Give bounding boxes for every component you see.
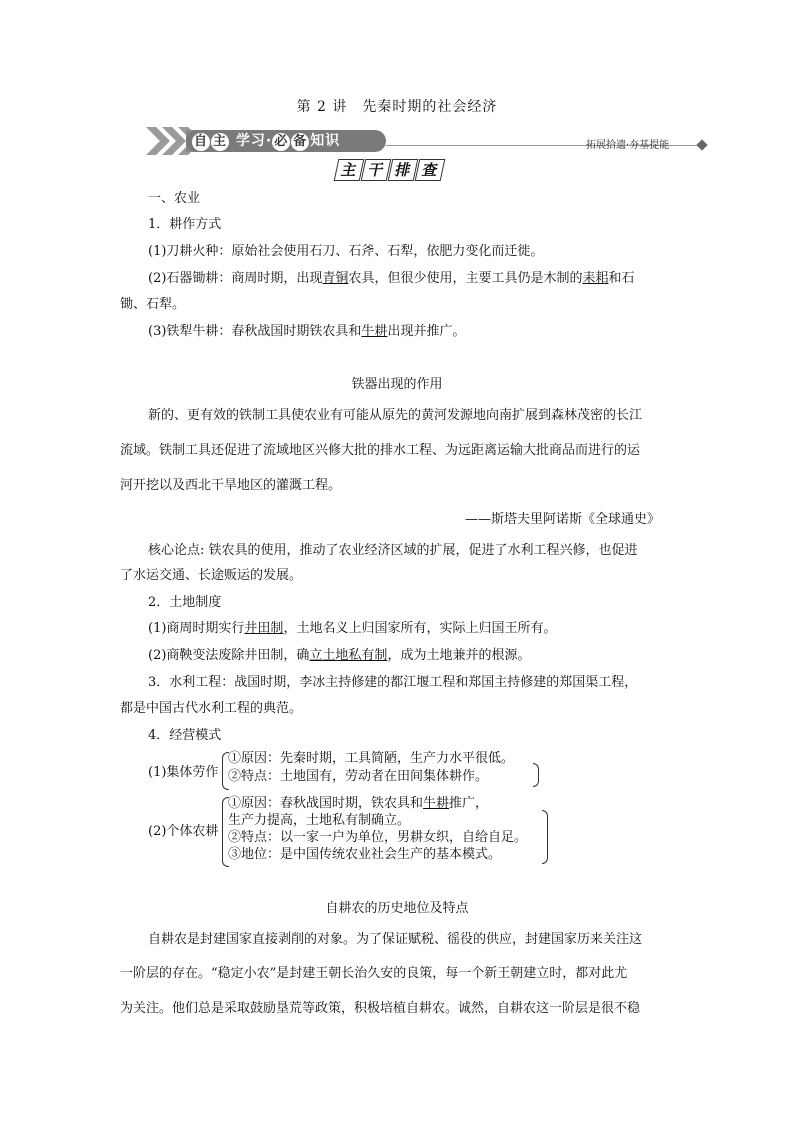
banner-circle: 主 xyxy=(212,134,227,149)
text-line: (1)商周时期实行井田制，土地名义上归国家所有，实际上归国王所有。 xyxy=(148,621,557,636)
text-line: (2)石器锄耕：商周时期，出现青铜农具，但很少使用，主要工具仍是木制的耒耜和石 xyxy=(148,271,635,286)
box-title: 自耕农的历史地位及特点 xyxy=(325,901,469,916)
text-line: 锄、石犁。 xyxy=(120,297,186,312)
heading-land-system: 2．土地制度 xyxy=(148,595,222,610)
text-line: ②特点：土地国有，劳动者在田间集体耕作。 xyxy=(228,769,489,784)
page-title: 第 2 讲 先秦时期的社会经济 xyxy=(296,99,498,115)
subheading-char: 主 xyxy=(334,159,365,181)
section-banner xyxy=(146,127,708,155)
text-line: (1)刀耕火种：原始社会使用石刀、石斧、石犁，依肥力变化而迁徙。 xyxy=(148,244,544,259)
right-brace xyxy=(533,763,539,787)
text-line: ③地位：是中国传统农业社会生产的基本模式。 xyxy=(228,847,502,862)
subheading-char: 排 xyxy=(388,159,419,181)
subheading xyxy=(336,159,444,183)
core-point: 了水运交通、长途贩运的发展。 xyxy=(120,568,303,583)
subheading-char: 干 xyxy=(361,159,392,181)
text-line: ①原因：春秋战国时期，铁农具和牛耕推广， xyxy=(228,796,489,811)
quote-line: 自耕农是封建国家直接剥削的对象。为了保证赋税、徭役的供应，封建国家历来关注这 xyxy=(148,932,643,947)
quote-source: ——斯塔夫里阿诺斯《全球通史》 xyxy=(465,512,661,527)
quote-line: 流域。铁制工具还促进了流域地区兴修大批的排水工程、为远距离运输大批商品而进行的运 xyxy=(120,443,641,458)
text-line: (3)铁犁牛耕：春秋战国时期铁农具和牛耕出现并推广。 xyxy=(148,324,466,339)
banner-label xyxy=(186,130,386,152)
text-line: (2)商鞅变法废除井田制，确立土地私有制，成为土地兼并的根源。 xyxy=(148,648,531,663)
banner-text: 知识 xyxy=(310,133,341,149)
text-line: ①原因：先秦时期，工具简陋，生产力水平很低。 xyxy=(228,751,515,766)
banner-right-label: 拓展拾遗·夯基提能 xyxy=(586,140,670,151)
text-line: 3．水利工程：战国时期，李冰主持修建的都江堰工程和郑国主持修建的郑国渠工程， xyxy=(148,675,638,690)
diamond-icon xyxy=(696,139,707,150)
heading-agriculture: 一、农业 xyxy=(148,191,201,206)
banner-circle: 自 xyxy=(193,134,208,149)
quote-line: 一阶层的存在。“稳定小农”是封建王朝长治久安的良策，每一个新王朝建立时，都对此尤 xyxy=(120,966,628,981)
heading-business-mode: 4．经营模式 xyxy=(148,728,222,743)
box-title: 铁器出现的作用 xyxy=(351,377,443,392)
heading-farming-methods: 1．耕作方式 xyxy=(148,217,222,232)
banner-circle: 备 xyxy=(293,134,308,149)
banner-text: 学习· xyxy=(235,133,273,149)
banner-circle: 必 xyxy=(274,134,289,149)
right-brace xyxy=(542,810,548,864)
text-line: ②特点：以一家一户为单位，男耕女织，自给自足。 xyxy=(228,830,528,845)
quote-line: 新的、更有效的铁制工具使农业有可能从原先的黄河发源地向南扩展到森林茂密的长江 xyxy=(148,408,643,423)
group-label: (2)个体农耕 xyxy=(148,824,219,839)
quote-line: 为关注。他们总是采取鼓励垦荒等政策，积极培植自耕农。诚然，自耕农这一阶层是很不稳 xyxy=(120,1001,641,1016)
group-label: (1)集体劳作 xyxy=(148,765,219,780)
text-line: 生产力提高，土地私有制确立。 xyxy=(228,813,411,828)
subheading-char: 查 xyxy=(415,159,446,181)
quote-line: 河开挖以及西北干旱地区的灌溉工程。 xyxy=(120,478,342,493)
core-point: 核心论点: 铁农具的使用，推动了农业经济区域的扩展，促进了水利工程兴修，也促进 xyxy=(148,543,638,558)
text-line: 都是中国古代水利工程的典范。 xyxy=(120,701,303,716)
